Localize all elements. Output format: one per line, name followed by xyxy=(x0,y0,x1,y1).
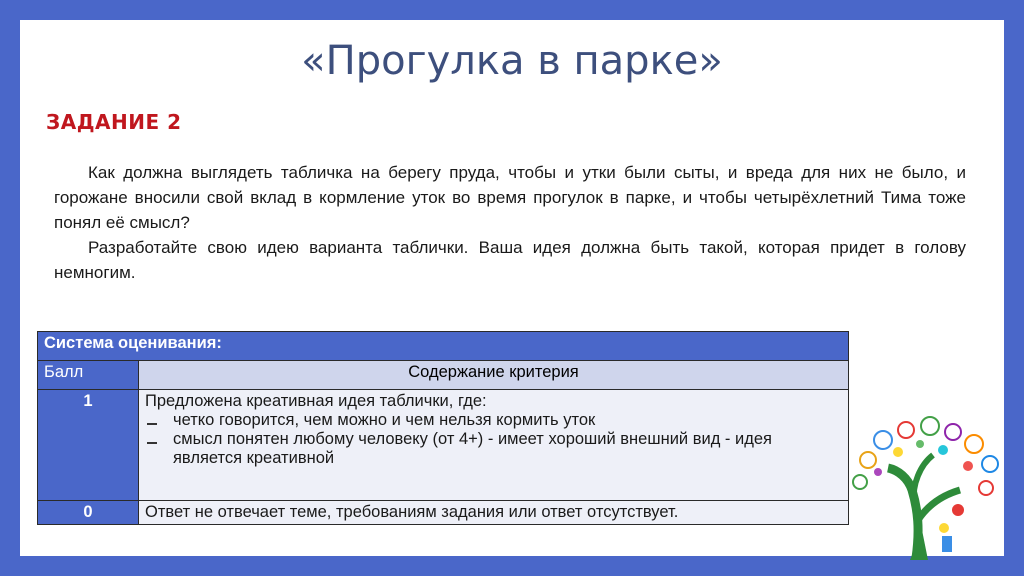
score-cell: 0 xyxy=(38,501,139,525)
task-description xyxy=(54,160,966,285)
task-label: ЗАДАНИЕ 2 xyxy=(46,110,182,134)
table-row xyxy=(38,501,849,525)
column-content-header: Содержание критерия xyxy=(139,361,849,390)
tree-illustration-icon xyxy=(848,410,1008,560)
slide-title: «Прогулка в парке» xyxy=(301,38,723,84)
list-item: смысл понятен любому человеку (от 4+) - имеет хороший внешний вид - идея является креативной xyxy=(145,430,842,468)
paragraph-question: Как должна выглядеть табличка на берегу пруда, чтобы и утки были сыты, и вреда для них не было, и горожане вносили свой вклад в кормление уток во время прогулок в парке, и чтобы четырёхлетний Тима тоже понял её смысл? xyxy=(54,163,966,232)
criterion-list xyxy=(145,411,842,468)
grading-header: Система оценивания: xyxy=(38,332,849,361)
column-score-header: Балл xyxy=(38,361,139,390)
criterion-cell xyxy=(139,390,849,501)
criterion-cell: Ответ не отвечает теме, требованиям задания или ответ отсутствует. xyxy=(139,501,849,525)
column-header-row xyxy=(38,361,849,390)
score-cell: 1 xyxy=(38,390,139,501)
list-item: четко говорится, чем можно и чем нельзя кормить уток xyxy=(145,411,842,430)
grading-table xyxy=(37,331,849,525)
paragraph-instruction: Разработайте свою идею варианта таблички. Ваша идея должна быть такой, которая придет в голову немногим. xyxy=(54,238,966,282)
criterion-intro: Предложена креативная идея таблички, где: xyxy=(145,392,487,410)
grading-header-row xyxy=(38,332,849,361)
table-row xyxy=(38,390,849,501)
